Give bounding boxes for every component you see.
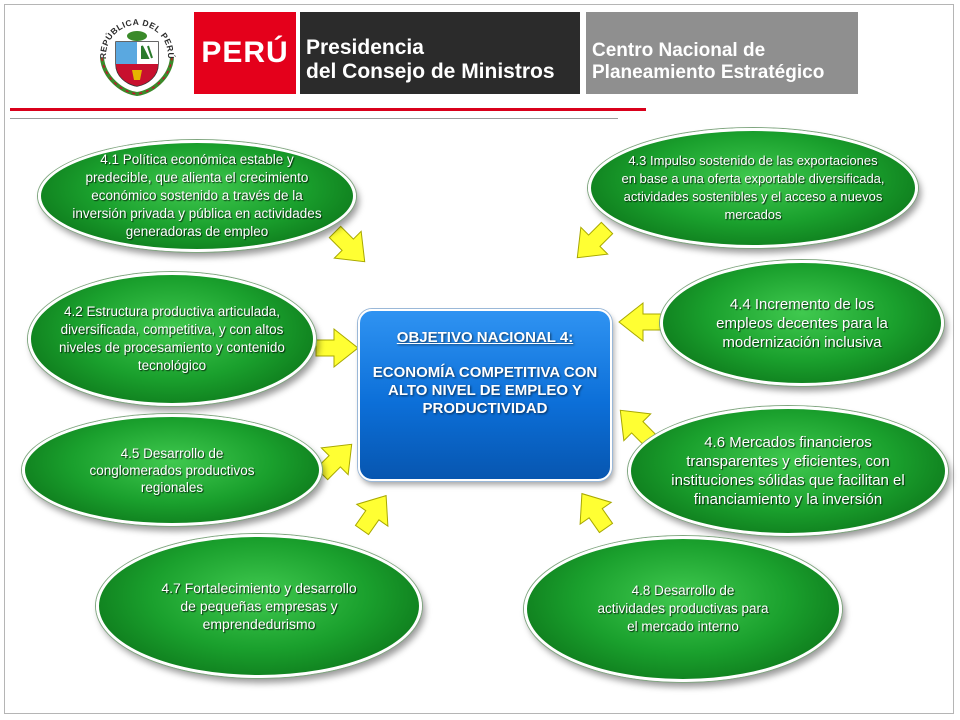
ceplan-line-1: Centro Nacional de <box>592 40 766 61</box>
objective-4-2-ellipse <box>28 272 316 406</box>
seal-text: REPÚBLICA DEL PERÚ <box>97 16 177 60</box>
arrow-4-2 <box>316 329 358 367</box>
objective-4-box <box>358 309 612 481</box>
arrow-4-7 <box>346 485 401 541</box>
presidencia-line-2: del Consejo de Ministros <box>306 60 555 83</box>
objective-4-3-text: 4.3 Impulso sostenido de las exportaciones en base a una oferta exportable diversificada, actividades sostenibles y el acceso a nuevos mercados <box>621 153 885 222</box>
country-label: PERÚ <box>201 36 289 69</box>
objective-4-8-text: 4.8 Desarrollo de actividades productivas para el mercado interno <box>597 583 769 634</box>
objective-4-4-ellipse <box>660 260 944 386</box>
objective-4-1-ellipse <box>38 140 356 252</box>
ceplan-line-2: Planeamiento Estratégico <box>592 62 825 83</box>
objective-body: ECONOMÍA COMPETITIVA CON ALTO NIVEL DE EMPLEO Y PRODUCTIVIDAD <box>372 364 598 417</box>
objective-4-6-ellipse <box>628 406 948 536</box>
objective-4-5-ellipse <box>22 414 322 526</box>
objective-4-1-text: 4.1 Política económica estable y predecible, que alienta el crecimiento económico sostenido a través de la inversión privada y pública en actividades generadoras de empleo <box>72 152 322 239</box>
objective-4-8-ellipse <box>524 536 842 682</box>
objective-4-7-ellipse <box>96 534 422 678</box>
objective-4-4-text: 4.4 Incremento de los empleos decentes para la modernización inclusiva <box>716 295 888 351</box>
objective-4-5-text: 4.5 Desarrollo de conglomerados productivos regionales <box>89 445 255 495</box>
objective-4-2-text: 4.2 Estructura productiva articulada, diversificada, competitiva, y con altos niveles de procesamiento y contenido tecnológico <box>59 304 285 373</box>
arrow-4-4 <box>619 303 661 341</box>
objective-4-7-text: 4.7 Fortalecimiento y desarrollo de pequeñas empresas y emprendedurismo <box>161 580 357 632</box>
objective-4-3-ellipse <box>588 128 918 248</box>
presidencia-line-1: Presidencia <box>306 36 424 59</box>
objective-4-6-text: 4.6 Mercados financieros transparentes y eficientes, con instituciones sólidas que facilitan el financiamiento y la inversión <box>671 434 905 508</box>
arrow-4-8 <box>566 483 621 539</box>
objective-title: OBJETIVO NACIONAL 4: <box>396 329 574 346</box>
